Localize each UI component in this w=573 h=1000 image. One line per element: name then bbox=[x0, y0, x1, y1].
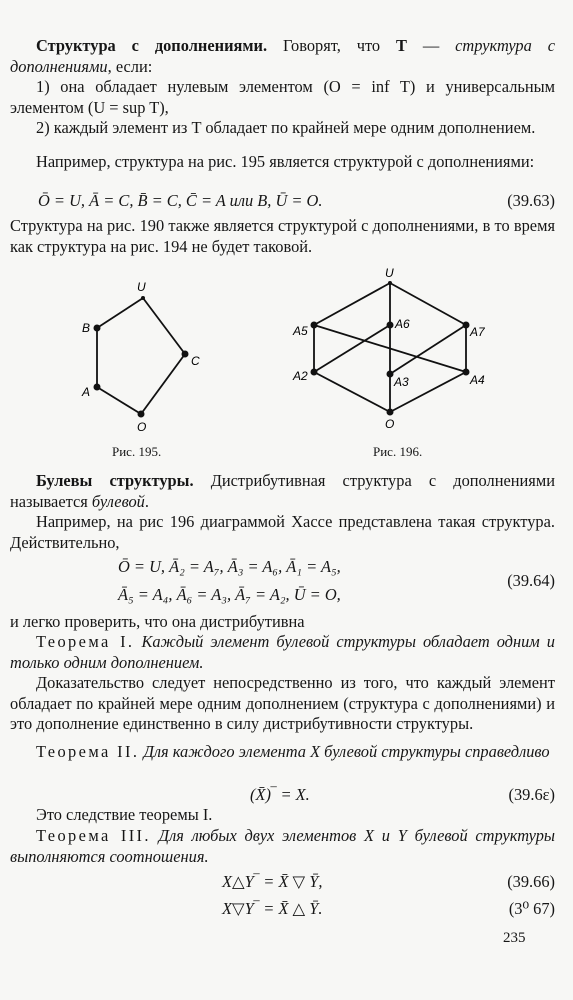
example-paragraph: Например, структура на рис. 195 является структурой с дополнениями: bbox=[36, 152, 535, 171]
node-a5 bbox=[311, 322, 318, 329]
equation-number: (39.63) bbox=[507, 191, 555, 210]
theorem-1: Теорема I. Каждый элемент булевой структуры обладает одним и только одним дополнением. bbox=[10, 632, 555, 672]
condition-1: 1) она обладает нулевым элементом (O = inf T) и универсальным элементом (U = sup T), bbox=[10, 77, 555, 117]
theorem-3-label: Теорема III. bbox=[36, 826, 151, 845]
label-u: U bbox=[137, 280, 146, 294]
theorem-1-label: Теорема I. bbox=[36, 632, 135, 651]
node-o-196 bbox=[387, 409, 394, 416]
caption-figure-196: Рис. 196. bbox=[373, 444, 423, 459]
node-a4 bbox=[463, 369, 470, 376]
node-c bbox=[182, 351, 189, 358]
section-heading-complemented: Структура с дополнениями. bbox=[36, 36, 268, 55]
section-heading-boolean: Булевы структуры. bbox=[36, 471, 194, 490]
condition-2: 2) каждый элемент из T обладает по крайней мере одним дополнением. bbox=[36, 118, 536, 137]
page-number: 235 bbox=[503, 930, 526, 946]
label-u-196: U bbox=[385, 266, 394, 280]
label-a6: A6 bbox=[395, 317, 410, 331]
label-a2: A2 bbox=[293, 369, 308, 383]
label-a5: A5 bbox=[293, 324, 308, 338]
figure-196-diagram bbox=[314, 283, 466, 412]
node-o bbox=[138, 411, 145, 418]
theorem-2: Теорема II. Для каждого элемента X булевой структуры справедливо bbox=[36, 742, 550, 761]
distributive-check: и легко проверить, что она дистрибутивна bbox=[10, 612, 305, 631]
equation-number: (39.64) bbox=[507, 571, 555, 590]
book-page: Структура с дополнениями. Говорят, что Т — структура с дополнениями, если: 1) она обладает нулевым элементом (O = inf T) и универсальным элементом (U = sup T), 2) каждый элемент из T обладает по крайней мере одним дополнением. Например, структура на рис. 195 является структурой с дополнениями: Ō = U, Ā = C, B̄ = C, C̄ = A или B, Ū = O. (39.63) Структура на рис. 190 также является структурой с дополнениями, в то время как структура на рис. 194 не будет таковой. U B C A O U A5 A6 A7 A2 A3 A4 O Рис. 195. Рис. 196. Булевы структуры. Дистрибутивная структура с дополнениями называется булевой. Например, на рис 196 диаграммой Хассе представлена такая структура. Действительно, Ō = U, Ā₂ = A₇, Ā₃ = A₆, Ā₁ = A₅, Ā₅ = A₄, Ā₆ = A₃, Ā₇ = A₂, Ū = O, (39.64) и легко проверить, что она дистрибутивна Теорема I. Каждый элемент булевой структуры обладает одним и только одним дополнением. Доказательство следует непосредственно из того, что каждый элемент обладает по крайней мере одним дополнением (структура с дополнениями) и это дополнение единственно в силу дистрибутивности структуры. Теорема II. Для каждого элемента X булевой структуры справедливо (X̄)‾ = X. (39.6ɛ) Это следствие теоремы I. Теорема III. Для любых двух элементов X и Y булевой структуры выполняются соотношения. X△Y‾ = X̄ ▽ Ȳ, (39.66) X▽Y‾ = X̄ △ Ȳ. (3⁰ 67) 235 bbox=[0, 0, 573, 1000]
node-u bbox=[141, 296, 145, 300]
node-a6 bbox=[387, 322, 394, 329]
paragraph-definition: Структура с дополнениями. Говорят, что Т — структура с дополнениями, если: bbox=[10, 36, 555, 76]
equation-number: (3⁰ 67) bbox=[508, 899, 555, 918]
equation-39-64: Ō = U, Ā₂ = A₇, Ā₃ = A₆, Ā₁ = A₅, Ā₅ = A₄, Ā₆ = A₃, Ā₇ = A₂, Ū = O, (39.64) bbox=[118, 557, 555, 604]
caption-figure-195: Рис. 195. bbox=[112, 444, 162, 459]
node-a7 bbox=[463, 322, 470, 329]
node-a bbox=[94, 384, 101, 391]
corollary-text: Это следствие теоремы I. bbox=[36, 805, 213, 824]
label-a3: A3 bbox=[394, 375, 409, 389]
equation-number: (39.66) bbox=[507, 872, 555, 891]
figures-hasse-diagrams bbox=[0, 262, 573, 462]
label-o: O bbox=[137, 420, 147, 434]
paragraph-boolean: Булевы структуры. Дистрибутивная структура с дополнениями называется булевой. bbox=[10, 471, 555, 511]
defined-term-boolean: булевой bbox=[91, 491, 145, 511]
label-a7: A7 bbox=[470, 325, 485, 339]
node-a2 bbox=[311, 369, 318, 376]
remark-paragraph: Структура на рис. 190 также является структурой с дополнениями, в то время как структура на рис. 194 не будет таковой. bbox=[10, 216, 555, 256]
label-c: C bbox=[191, 354, 200, 368]
defined-term: структура с дополнениями bbox=[10, 36, 555, 76]
node-b bbox=[94, 325, 101, 332]
equation-number: (39.6ɛ) bbox=[508, 785, 555, 804]
label-a: A bbox=[82, 385, 91, 399]
label-b: B bbox=[82, 321, 91, 335]
theorem-3: Теорема III. Для любых двух элементов X и Y булевой структуры выполняются соотношения. bbox=[10, 826, 556, 866]
proof-paragraph: Доказательство следует непосредственно из того, что каждый элемент обладает по крайней мере одним дополнением (структура с дополнениями) и это дополнение единственно в силу дистрибутивности структуры. bbox=[10, 673, 555, 734]
example-boolean-paragraph: Например, на рис 196 диаграммой Хассе представлена такая структура. Действительно, bbox=[10, 512, 555, 552]
node-a3 bbox=[387, 371, 394, 378]
label-o-196: O bbox=[385, 417, 395, 431]
figure-195-diagram bbox=[97, 298, 185, 414]
theorem-2-label: Теорема II. bbox=[36, 742, 140, 761]
node-u-196 bbox=[388, 281, 392, 285]
label-a4: A4 bbox=[470, 373, 485, 387]
